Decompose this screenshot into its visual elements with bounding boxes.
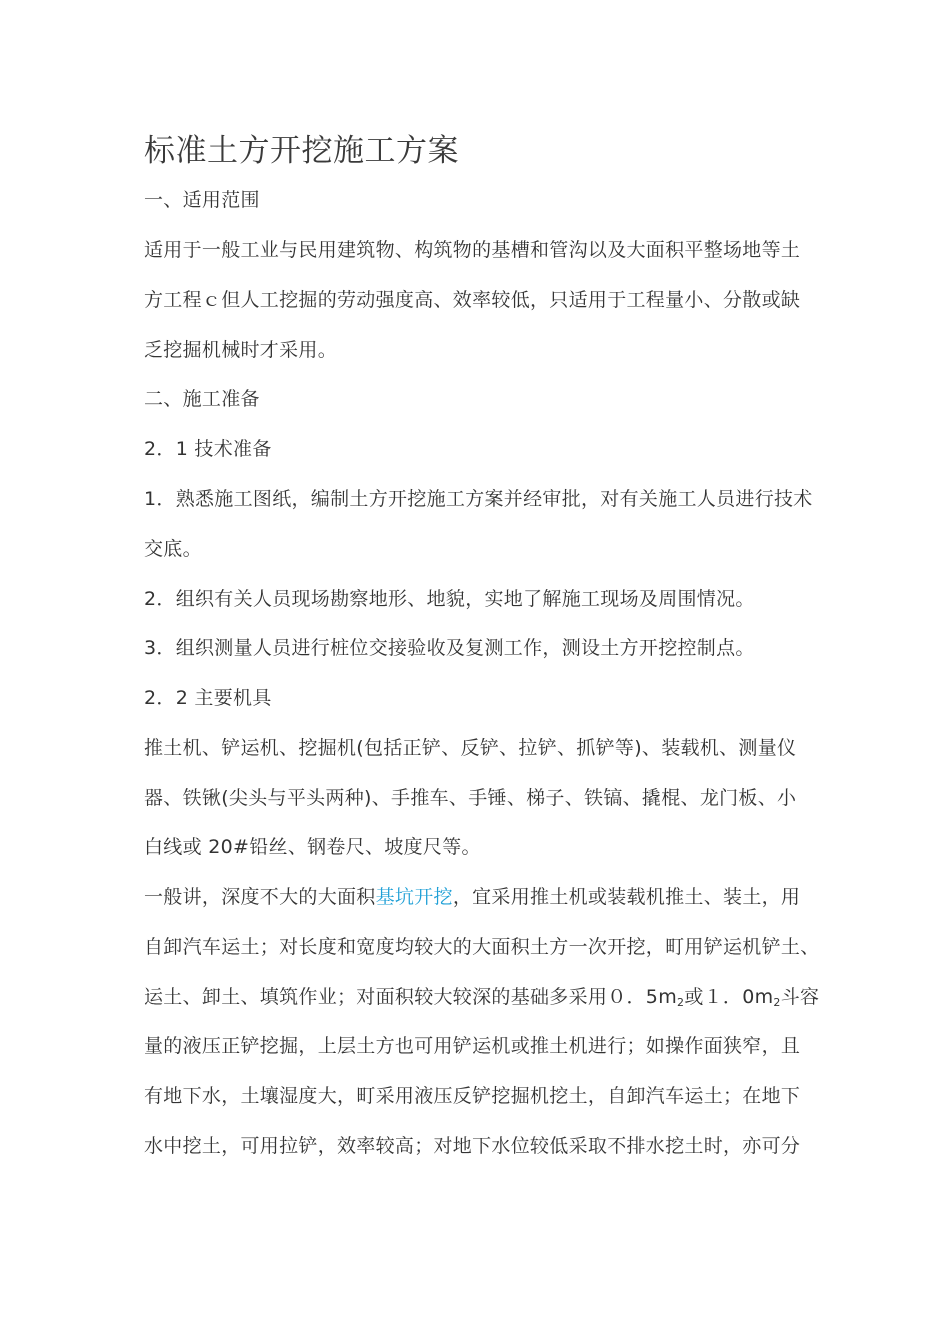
- paragraph-line: 有地下水，土壤湿度大，町采用液压反铲挖掘机挖土，自卸汽车运土；在地下: [144, 1085, 801, 1107]
- paragraph-line: [144, 983, 819, 1011]
- paragraph-line: [144, 883, 800, 911]
- paragraph-line: 量的液压正铲挖掘，上层土方也可用铲运机或推土机进行；如操作面狭窄，且: [144, 1035, 801, 1057]
- paragraph-line: 自卸汽车运土；对长度和宽度均较大的大面积土方一次开挖，町用铲运机铲土、: [144, 936, 820, 958]
- paragraph-line: 器、铁锹(尖头与平头两种)、手推车、手锤、梯子、铁镐、撬棍、龙门板、小: [144, 787, 797, 809]
- paragraph-line: 白线或 20#铅丝、钢卷尺、坡度尺等。: [144, 836, 481, 858]
- foundation-pit-link[interactable]: 基坑开挖: [375, 886, 453, 908]
- subscript: 2: [677, 996, 685, 1009]
- list-item-continuation: 交底。: [144, 538, 202, 560]
- paragraph-line: 方工程ｃ但人工挖掘的劳动强度高、效率较低，只适用于工程量小、分散或缺: [144, 289, 801, 311]
- subscript: 2: [773, 996, 781, 1009]
- list-item: 3．组织测量人员进行桩位交接验收及复测工作，测设土方开挖控制点。: [144, 637, 755, 659]
- section-heading-preparation: 二、施工准备: [144, 388, 260, 410]
- subsection-heading-technical: 2．1 技术准备: [144, 438, 272, 460]
- paragraph-line: 适用于一般工业与民用建筑物、构筑物的基槽和管沟以及大面积平整场地等土: [144, 239, 801, 261]
- paragraph-line: 水中挖土，可用拉铲，效率较高；对地下水位较低采取不排水挖土时，亦可分: [144, 1135, 801, 1157]
- subsection-heading-equipment: 2．2 主要机具: [144, 687, 272, 709]
- section-heading-scope: 一、适用范围: [144, 189, 260, 211]
- text-run: 一般讲，深度不大的大面积: [144, 886, 376, 908]
- text-run: ，宜采用推土机或装载机推土、装土，用: [452, 886, 801, 908]
- paragraph-line: 乏挖掘机械时才采用。: [144, 339, 338, 361]
- paragraph-line: 推土机、铲运机、挖掘机(包括正铲、反铲、拉铲、抓铲等)、装载机、测量仪: [144, 737, 797, 759]
- text-run: 斗容: [780, 986, 820, 1008]
- list-item: 1．熟悉施工图纸，编制土方开挖施工方案并经审批，对有关施工人员进行技术: [144, 488, 813, 510]
- text-run: 运土、卸土、填筑作业；对面积较大较深的基础多采用０．5m: [144, 986, 677, 1008]
- text-run: 或１．0m: [684, 986, 774, 1008]
- document-title: 标准土方开挖施工方案: [144, 133, 459, 169]
- list-item: 2．组织有关人员现场勘察地形、地貌，实地了解施工现场及周围情况。: [144, 588, 755, 610]
